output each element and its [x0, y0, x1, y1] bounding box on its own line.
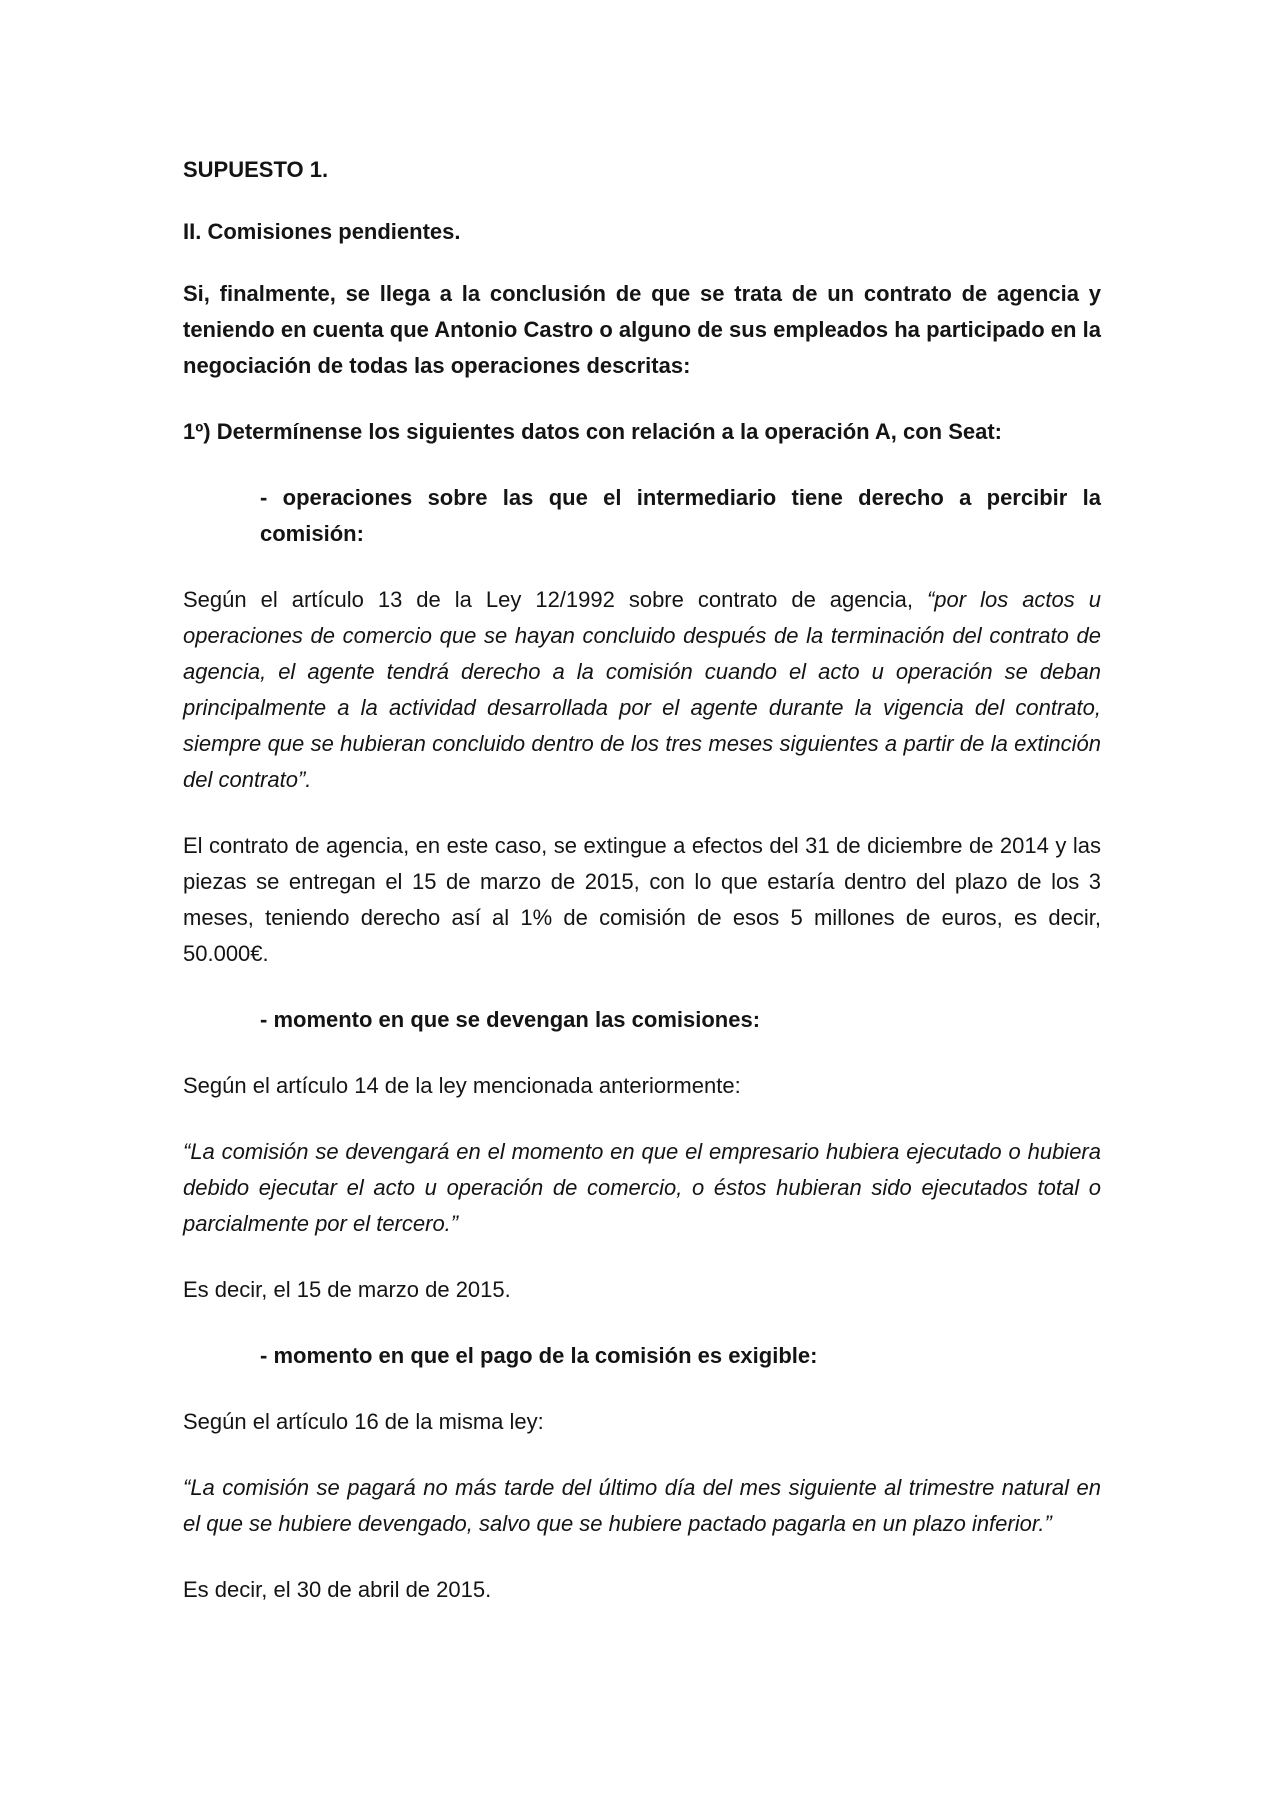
document-page: [183, 152, 1101, 1638]
section3-conclusion: Es decir, el 30 de abril de 2015.: [183, 1577, 492, 1602]
section1-title: - operaciones sobre las que el intermediario tiene derecho a percibir la comisión:: [260, 485, 1101, 546]
section2-citation-lead: Según el artículo 14 de la ley mencionada anteriormente:: [183, 1073, 741, 1098]
section2-conclusion: Es decir, el 15 de marzo de 2015.: [183, 1277, 511, 1302]
document-heading: SUPUESTO 1.: [183, 157, 329, 182]
section2-quote: “La comisión se devengará en el momento en que el empresario hubiera ejecutado o hubiera debido ejecutar el acto u operación de comercio, o éstos hubieran sido ejecutados total o parcialmente por el tercero.”: [183, 1139, 1101, 1236]
section2-title: - momento en que se devengan las comisiones:: [260, 1007, 761, 1032]
section1-citation-lead: Según el artículo 13 de la Ley 12/1992 sobre contrato de agencia,: [183, 587, 927, 612]
section3-citation-lead: Según el artículo 16 de la misma ley:: [183, 1409, 544, 1434]
section1-quote: “por los actos u operaciones de comercio que se hayan concluido después de la terminación del contrato de agencia, el agente tendrá derecho a la comisión cuando el acto u operación se deban principalmente a la actividad desarrollada por el agente durante la vigencia del contrato, siempre que se hubieran concluido dentro de los tres meses siguientes a partir de la extinción del contrato”.: [183, 587, 1101, 792]
question-paragraph: 1º) Determínense los siguientes datos con relación a la operación A, con Seat:: [183, 419, 1003, 444]
intro-paragraph: Si, finalmente, se llega a la conclusión de que se trata de un contrato de agencia y teniendo en cuenta que Antonio Castro o alguno de sus empleados ha participado en la negociación de todas las operaciones descritas:: [183, 281, 1101, 378]
document-subheading: II. Comisiones pendientes.: [183, 219, 461, 244]
section3-quote: “La comisión se pagará no más tarde del último día del mes siguiente al trimestre natural en el que se hubiere devengado, salvo que se hubiere pactado pagarla en un plazo inferior.”: [183, 1475, 1101, 1536]
section1-analysis: El contrato de agencia, en este caso, se extingue a efectos del 31 de diciembre de 2014 y las piezas se entregan el 15 de marzo de 2015, con lo que estaría dentro del plazo de los 3 meses, teniendo derecho así al 1% de comisión de esos 5 millones de euros, es decir, 50.000€.: [183, 833, 1101, 966]
section3-title: - momento en que el pago de la comisión es exigible:: [260, 1343, 818, 1368]
section1-citation: [183, 582, 1101, 798]
